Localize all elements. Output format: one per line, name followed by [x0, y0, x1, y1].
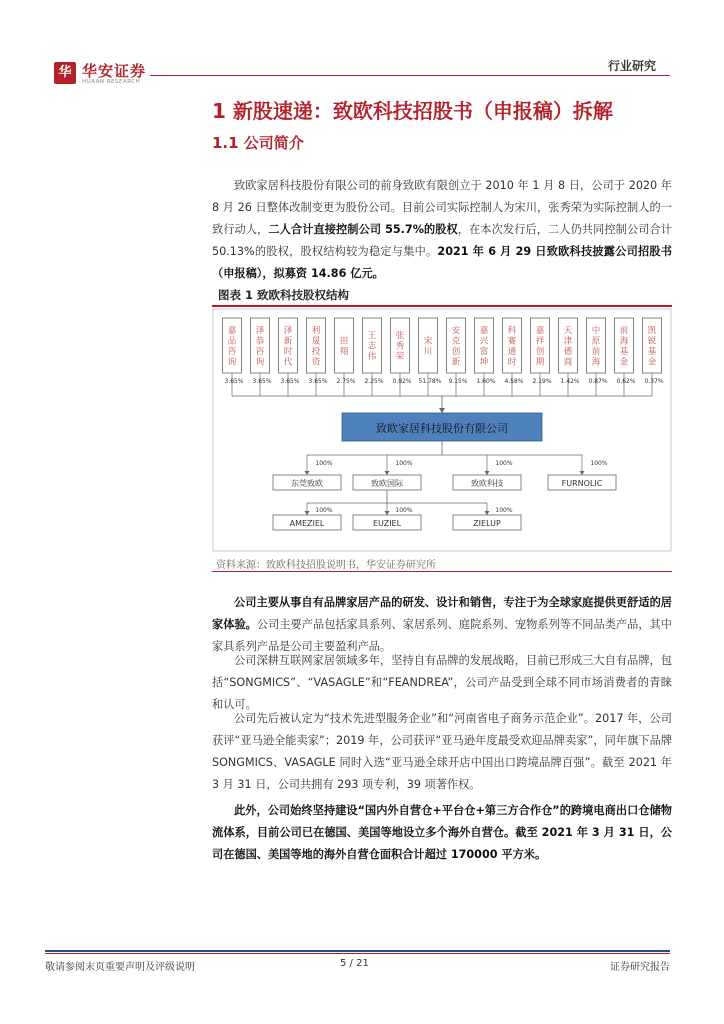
shareholder-pct: 3.65% [252, 378, 272, 385]
subsidiary2-arrow [485, 511, 490, 515]
logistics-paragraph: 此外，公司始终坚持建设“国内外自营仓+平台仓+第三方合作仓”的跨境电商出口仓储物流体系，目前公司已在德国、美国等地设立多个海外自营仓。截至 2021 年 3 月 31 日，公司在德国、美国等地的海外自营仓面积合计超过 170000 平方米。 [212, 804, 672, 861]
shareholder-label: 安克创新 [451, 325, 461, 368]
shareholder-pct: 1.42% [560, 378, 580, 385]
shareholder-label: 天津德商 [563, 325, 573, 368]
shareholder-pct: 0.37% [644, 378, 664, 385]
shareholder-label: 张秀荣 [395, 331, 405, 362]
figure-source-divider [212, 571, 672, 572]
shareholder-pct: 1.60% [476, 378, 496, 385]
subsidiary2-name: EUZIEL [372, 519, 402, 528]
shareholder-pct: 3.65% [224, 378, 244, 385]
header-divider [150, 75, 670, 76]
shareholder-label: 泽新时代 [283, 325, 293, 368]
intro-bold-1: 二人合计直接控制公司 55.7%的股权 [268, 223, 458, 236]
intro-text-2: ，在本次发行后，二人仍共同控制公司合计 50.13%的股权，股权结构较为稳定与集中。 [212, 223, 672, 258]
shareholder-pct: 3.65% [308, 378, 328, 385]
business-text: 公司主要产品包括家具系列、家居系列、庭院系列、宠物系列等不同品类产品，其中家具系列产品是公司主要盈利产品。 [212, 618, 672, 653]
company-name: 致欧家居科技股份有限公司 [376, 422, 508, 435]
subsidiary-name: 致欧国际 [371, 479, 403, 488]
shareholder-pct: 3.65% [280, 378, 300, 385]
footer-divider-red [45, 953, 670, 954]
business-bold: 公司主要从事自有品牌家居产品的研发、设计和销售，专注于为全球家庭提供更舒适的居家体验。 [212, 596, 672, 631]
logo-mark: 华 [58, 65, 72, 80]
shareholder-label: 泽恭咨询 [255, 325, 265, 368]
subsidiary-arrow [385, 471, 390, 475]
shareholder-label: 嘉祥创期 [535, 325, 545, 368]
subsidiary2-pct: 100% [315, 507, 333, 514]
logo-icon [54, 62, 76, 84]
subsidiary-arrow [305, 471, 310, 475]
figure-title-divider [212, 305, 672, 307]
shareholder-label: 凯锐基金 [647, 325, 657, 368]
subsidiary-pct: 100% [495, 460, 513, 467]
subsidiary2-arrow [385, 511, 390, 515]
shareholder-label: 田翔 [339, 336, 349, 357]
shareholder-pct: 0.87% [588, 378, 608, 385]
subsidiary-pct: 100% [395, 460, 413, 467]
shareholder-pct: 2.19% [532, 378, 552, 385]
subsidiary-arrow [580, 471, 585, 475]
shareholder-pct: 0.92% [392, 378, 412, 385]
shareholder-label: 科赛通时 [507, 325, 517, 368]
shareholder-label: 中原前海 [591, 325, 601, 368]
shareholder-pct: 2.75% [336, 378, 356, 385]
subsidiary-pct: 100% [590, 460, 608, 467]
subsidiary2-arrow [305, 511, 310, 515]
intro-text-1: 致欧家居科技股份有限公司的前身致欧有限创立于 2010 年 1 月 8 日，公司于 2020 年 8 月 26 日整体改制变更为股份公司。目前公司实际控制人为宋川，张秀荣为实际控制人的一致行动人， [212, 179, 672, 236]
shareholder-pct: 51.78% [418, 378, 442, 385]
subsidiary2-name: ZIELUP [473, 519, 501, 528]
business-paragraph [212, 592, 672, 658]
shareholder-pct: 9.15% [448, 378, 468, 385]
shareholder-pct: 4.58% [504, 378, 524, 385]
footer-divider-blue [45, 950, 670, 952]
subsection-title: 1.1 公司简介 [212, 134, 304, 152]
awards-paragraph: 公司先后被认定为“技术先进型服务企业”和“河南省电子商务示范企业”。2017 年，公司获评“亚马逊全能卖家”；2019 年，公司获评“亚马逊年度最受欢迎品牌卖家”，同年旗下品牌 SONGMICS、VASAGLE 同时入选“亚马逊全球开店中国出口跨境品牌百强”。截至 2021 年 3 月 31 日，公司共拥有 293 项专利，39 项著作权。 [212, 712, 672, 791]
shareholder-pct: 2.25% [364, 378, 384, 385]
report-category: 行业研究 [608, 59, 657, 73]
company-arrow [439, 408, 445, 413]
footer-disclaimer: 敬请参阅末页重要声明及评级说明 [45, 962, 195, 973]
ownership-structure-diagram [212, 308, 672, 552]
subsidiary-name: 东莞致欧 [291, 479, 323, 488]
page-number: 5 / 21 [340, 958, 369, 969]
figure-title: 图表 1 致欧科技股权结构 [218, 288, 350, 302]
subsidiary2-name: AMEZIEL [289, 519, 325, 528]
shareholder-label: 前海基金 [619, 325, 629, 368]
intro-paragraph [212, 175, 672, 285]
section-title: 1 新股速递：致欧科技招股书（申报稿）拆解 [212, 99, 613, 123]
figure-source: 资料来源：致欧科技招股说明书，华安证券研究所 [216, 560, 436, 571]
footer-report-type: 证券研究报告 [610, 962, 670, 973]
brand-paragraph: 公司深耕互联网家居领域多年，坚持自有品牌的发展战略，目前已形成三大自有品牌，包括“SONGMICS”、“VASAGLE”和“FEANDREA”，公司产品受到全球不同市场消费者的青睐和认可。 [212, 654, 672, 711]
shareholder-label: 王志伟 [367, 331, 377, 362]
subsidiary-arrow [485, 471, 490, 475]
shareholder-label: 宋川 [423, 336, 433, 357]
subsidiary-name: 致欧科技 [471, 479, 503, 488]
logo-subtext: HUAAN RESEARCH [82, 79, 141, 85]
shareholder-pct: 0.62% [616, 378, 636, 385]
subsidiary2-pct: 100% [395, 507, 413, 514]
shareholder-label: 利晟投资 [311, 325, 321, 368]
logo-text: 华安证券 [82, 62, 147, 80]
shareholder-label: 嘉品咨询 [227, 325, 237, 368]
subsidiary2-pct: 100% [495, 507, 513, 514]
subsidiary-pct: 100% [315, 460, 333, 467]
intro-bold-2: 2021 年 6 月 29 日致欧科技披露公司招股书（申报稿），拟募资 14.86 亿元。 [212, 245, 672, 280]
subsidiary-name: FURNOLIC [561, 479, 603, 488]
shareholder-label: 嘉兴富坤 [479, 325, 489, 368]
